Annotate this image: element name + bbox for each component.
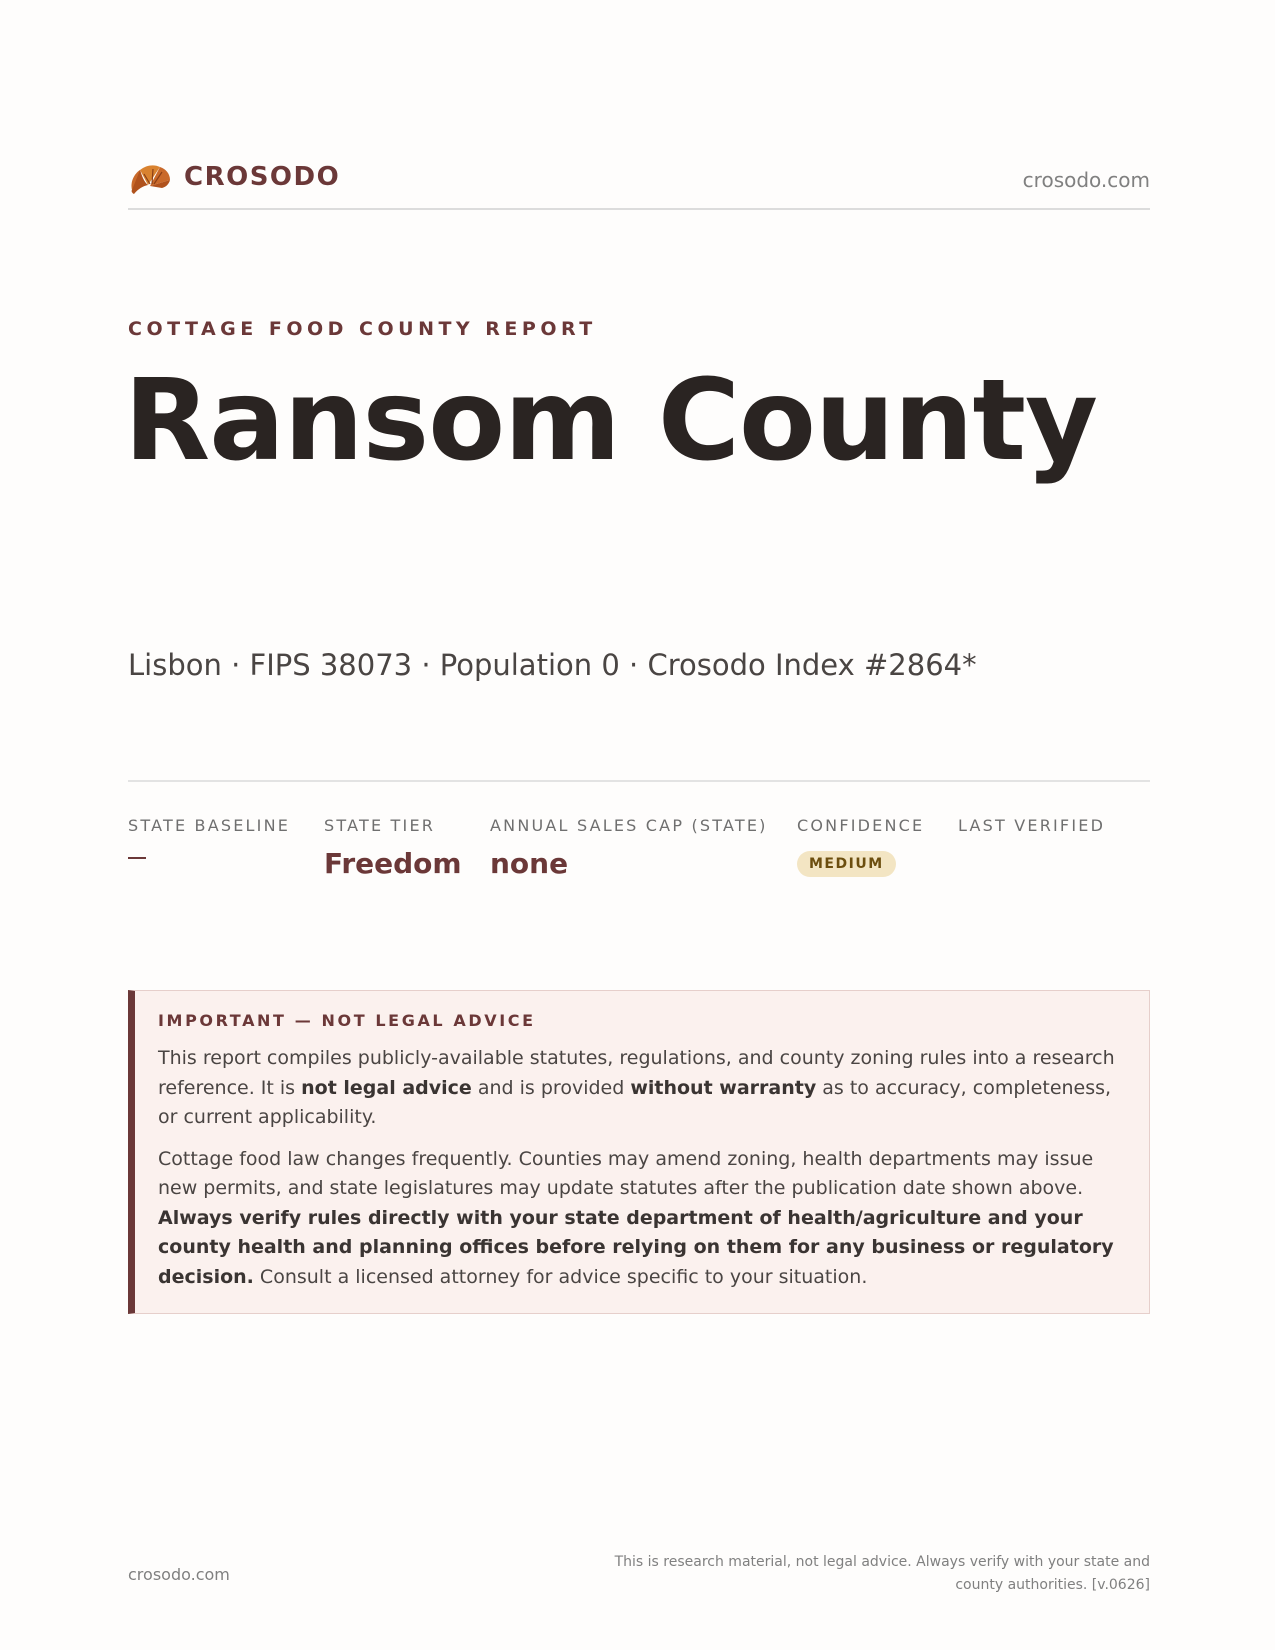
meta-confidence	[797, 816, 924, 877]
site-url[interactable]: crosodo.com	[1022, 168, 1150, 192]
legal-notice	[128, 990, 1150, 1314]
meta-sales-cap	[490, 816, 768, 880]
notice-heading: IMPORTANT — NOT LEGAL ADVICE	[158, 1011, 536, 1030]
notice-text: This report compiles publicly-available statutes, regulations, and county zoning rules into a research reference. It is	[158, 1047, 1115, 1099]
meta-label: LAST VERIFIED	[958, 816, 1106, 835]
page-title: Ransom County	[124, 356, 1098, 486]
divider	[128, 780, 1150, 782]
notice-paragraph	[158, 1044, 1125, 1133]
meta-state-tier	[324, 816, 462, 880]
footer-site-url[interactable]: crosodo.com	[128, 1565, 230, 1584]
meta-label: CONFIDENCE	[797, 816, 925, 835]
meta-label: STATE BASELINE	[128, 816, 291, 835]
notice-paragraph	[158, 1145, 1125, 1293]
county-summary-line: Lisbon · FIPS 38073 · Population 0 · Crosodo Index #2864*	[128, 648, 977, 682]
brand-name: CROSODO	[184, 162, 341, 192]
meta-label: STATE TIER	[324, 816, 436, 835]
meta-state-baseline	[128, 816, 290, 859]
meta-value: Freedom	[324, 847, 462, 880]
notice-text: Consult a licensed attorney for advice specific to your situation.	[253, 1265, 868, 1288]
confidence-badge: MEDIUM	[797, 851, 896, 877]
meta-last-verified	[958, 816, 1105, 847]
notice-emphasis: not legal advice	[301, 1076, 472, 1099]
notice-emphasis: Always verify rules directly with your state department of health/agriculture and your county health and planning offices before relying on them for any business or regulatory decision.	[158, 1206, 1114, 1288]
notice-text: Cottage food law changes frequently. Counties may amend zoning, health departments may issue new permits, and state legislatures may update statutes after the publication date shown above.	[158, 1147, 1094, 1199]
report-eyebrow: COTTAGE FOOD COUNTY REPORT	[128, 318, 597, 340]
footer-disclaimer: This is research material, not legal advice. Always verify with your state and county authorities. [v.0626]	[614, 1554, 1150, 1593]
notice-emphasis: without warranty	[630, 1076, 817, 1099]
notice-text: and is provided	[471, 1076, 631, 1099]
report-header	[128, 156, 1150, 210]
meta-label: ANNUAL SALES CAP (STATE)	[490, 816, 768, 835]
notice-text: as to accuracy, completeness, or current applicability.	[158, 1076, 1112, 1128]
meta-value-dash	[128, 857, 146, 859]
croissant-icon	[128, 160, 172, 200]
meta-value: none	[490, 847, 569, 880]
